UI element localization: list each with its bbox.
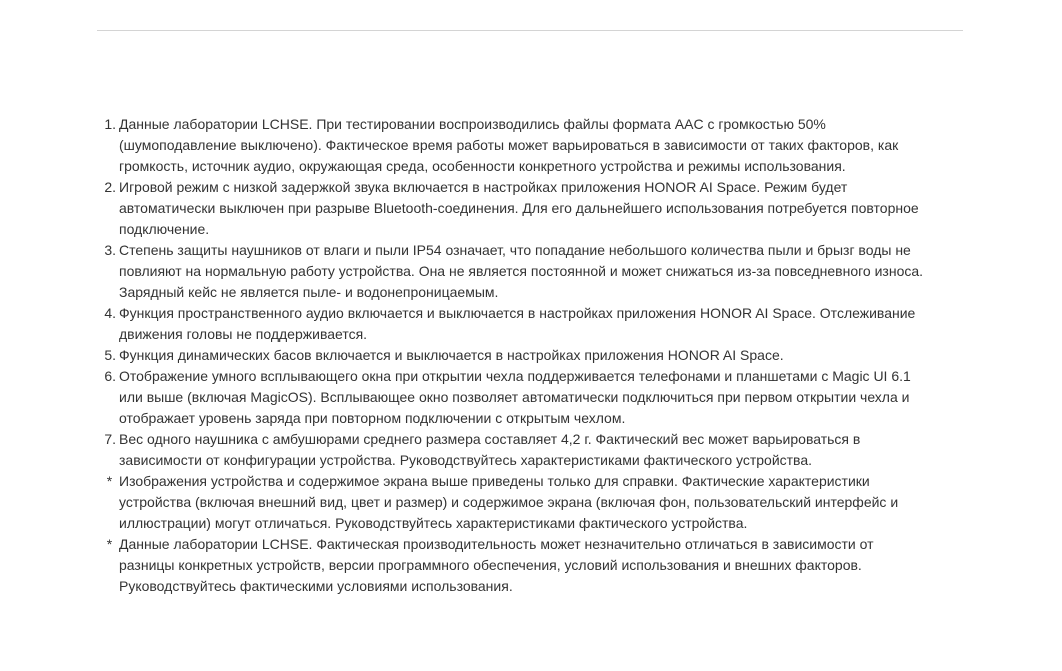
- footnotes-list: [97, 114, 965, 597]
- footnote-text: [116, 366, 965, 429]
- footnote-line: Руководствуйтесь фактическими условиями использования.: [119, 578, 513, 594]
- footnote-text: [116, 534, 965, 597]
- top-divider: [97, 30, 963, 31]
- footnote-line: громкость, источник аудио, окружающая среда, особенности конкретного устройства и режимы использования.: [119, 158, 846, 174]
- footnote-line: Зарядный кейс не является пыле- и водонепроницаемым.: [119, 284, 499, 300]
- footnote-item: [97, 366, 965, 429]
- footnote-item: [97, 114, 965, 177]
- footnote-marker: *: [106, 473, 113, 489]
- footnote-text: [116, 177, 965, 240]
- footnote-marker: 5.: [104, 347, 116, 363]
- footnote-text: [116, 114, 965, 177]
- footnote-marker: 1.: [104, 116, 116, 132]
- footnote-line: Степень защиты наушников от влаги и пыли IP54 означает, что попадание небольшого количества пыли и брызг воды не: [119, 242, 911, 258]
- footnote-text: [116, 303, 965, 345]
- footnote-item: [97, 240, 965, 303]
- footnote-line: или выше (включая MagicOS). Всплывающее окно позволяет автоматически подключиться при первом открытии чехла и: [119, 389, 910, 405]
- footnote-marker: 4.: [104, 305, 116, 321]
- footnote-line: Игровой режим с низкой задержкой звука включается в настройках приложения HONOR AI Space. Режим будет: [119, 179, 848, 195]
- footnote-marker: 3.: [104, 242, 116, 258]
- footnote-line: зависимости от конфигурации устройства. Руководствуйтесь характеристиками фактического устройства.: [119, 452, 813, 468]
- footnote-marker: 2.: [104, 179, 116, 195]
- footnote-line: подключение.: [119, 221, 210, 237]
- footnote-marker: *: [106, 536, 113, 552]
- footnote-line: Изображения устройства и содержимое экрана выше приведены только для справки. Фактические характеристики: [119, 473, 870, 489]
- footnote-line: Данные лаборатории LCHSE. Фактическая производительность может незначительно отличаться в зависимости от: [119, 536, 874, 552]
- footnote-item: [97, 345, 965, 366]
- footnote-item: [97, 429, 965, 471]
- footnote-line: иллюстрации) могут отличаться. Руководствуйтесь характеристиками фактического устройства.: [119, 515, 748, 531]
- footnote-item: [97, 303, 965, 345]
- footnote-line: Отображение умного всплывающего окна при открытии чехла поддерживается телефонами и планшетами с Magic UI 6.1: [119, 368, 911, 384]
- footnote-line: (шумоподавление выключено). Фактическое время работы может варьироваться в зависимости от таких факторов, как: [119, 137, 899, 153]
- footnote-marker: 7.: [104, 431, 116, 447]
- footnote-text: [116, 345, 965, 366]
- footnote-item: [97, 177, 965, 240]
- footnote-line: разницы конкретных устройств, версии программного обеспечения, условий использования и внешних факторов.: [119, 557, 862, 573]
- footnote-line: автоматически выключен при разрыве Bluetooth-соединения. Для его дальнейшего использования потребуется повторное: [119, 200, 919, 216]
- footnote-line: движения головы не поддерживается.: [119, 326, 368, 342]
- footnote-line: повлияют на нормальную работу устройства. Она не является постоянной и может снижаться из-за повседневного износа.: [119, 263, 924, 279]
- footnote-line: Функция пространственного аудио включается и выключается в настройках приложения HONOR AI Space. Отслеживание: [119, 305, 916, 321]
- footnote-marker: 6.: [104, 368, 116, 384]
- footnote-text: [116, 471, 965, 534]
- footnote-line: устройства (включая внешний вид, цвет и размер) и содержимое экрана (включая фон, пользовательский интерфейс и: [119, 494, 899, 510]
- footnote-line: Функция динамических басов включается и выключается в настройках приложения HONOR AI Space.: [119, 347, 784, 363]
- footnote-text: [116, 240, 965, 303]
- footnote-line: отображает уровень заряда при повторном подключении с открытым чехлом.: [119, 410, 626, 426]
- footnote-asterisk-item: [97, 471, 965, 534]
- footnote-text: [116, 429, 965, 471]
- footnote-asterisk-item: [97, 534, 965, 597]
- footnote-line: Вес одного наушника с амбушюрами среднего размера составляет 4,2 г. Фактический вес может варьироваться в: [119, 431, 861, 447]
- footnote-line: Данные лаборатории LCHSE. При тестировании воспроизводились файлы формата AAC с громкостью 50%: [119, 116, 826, 132]
